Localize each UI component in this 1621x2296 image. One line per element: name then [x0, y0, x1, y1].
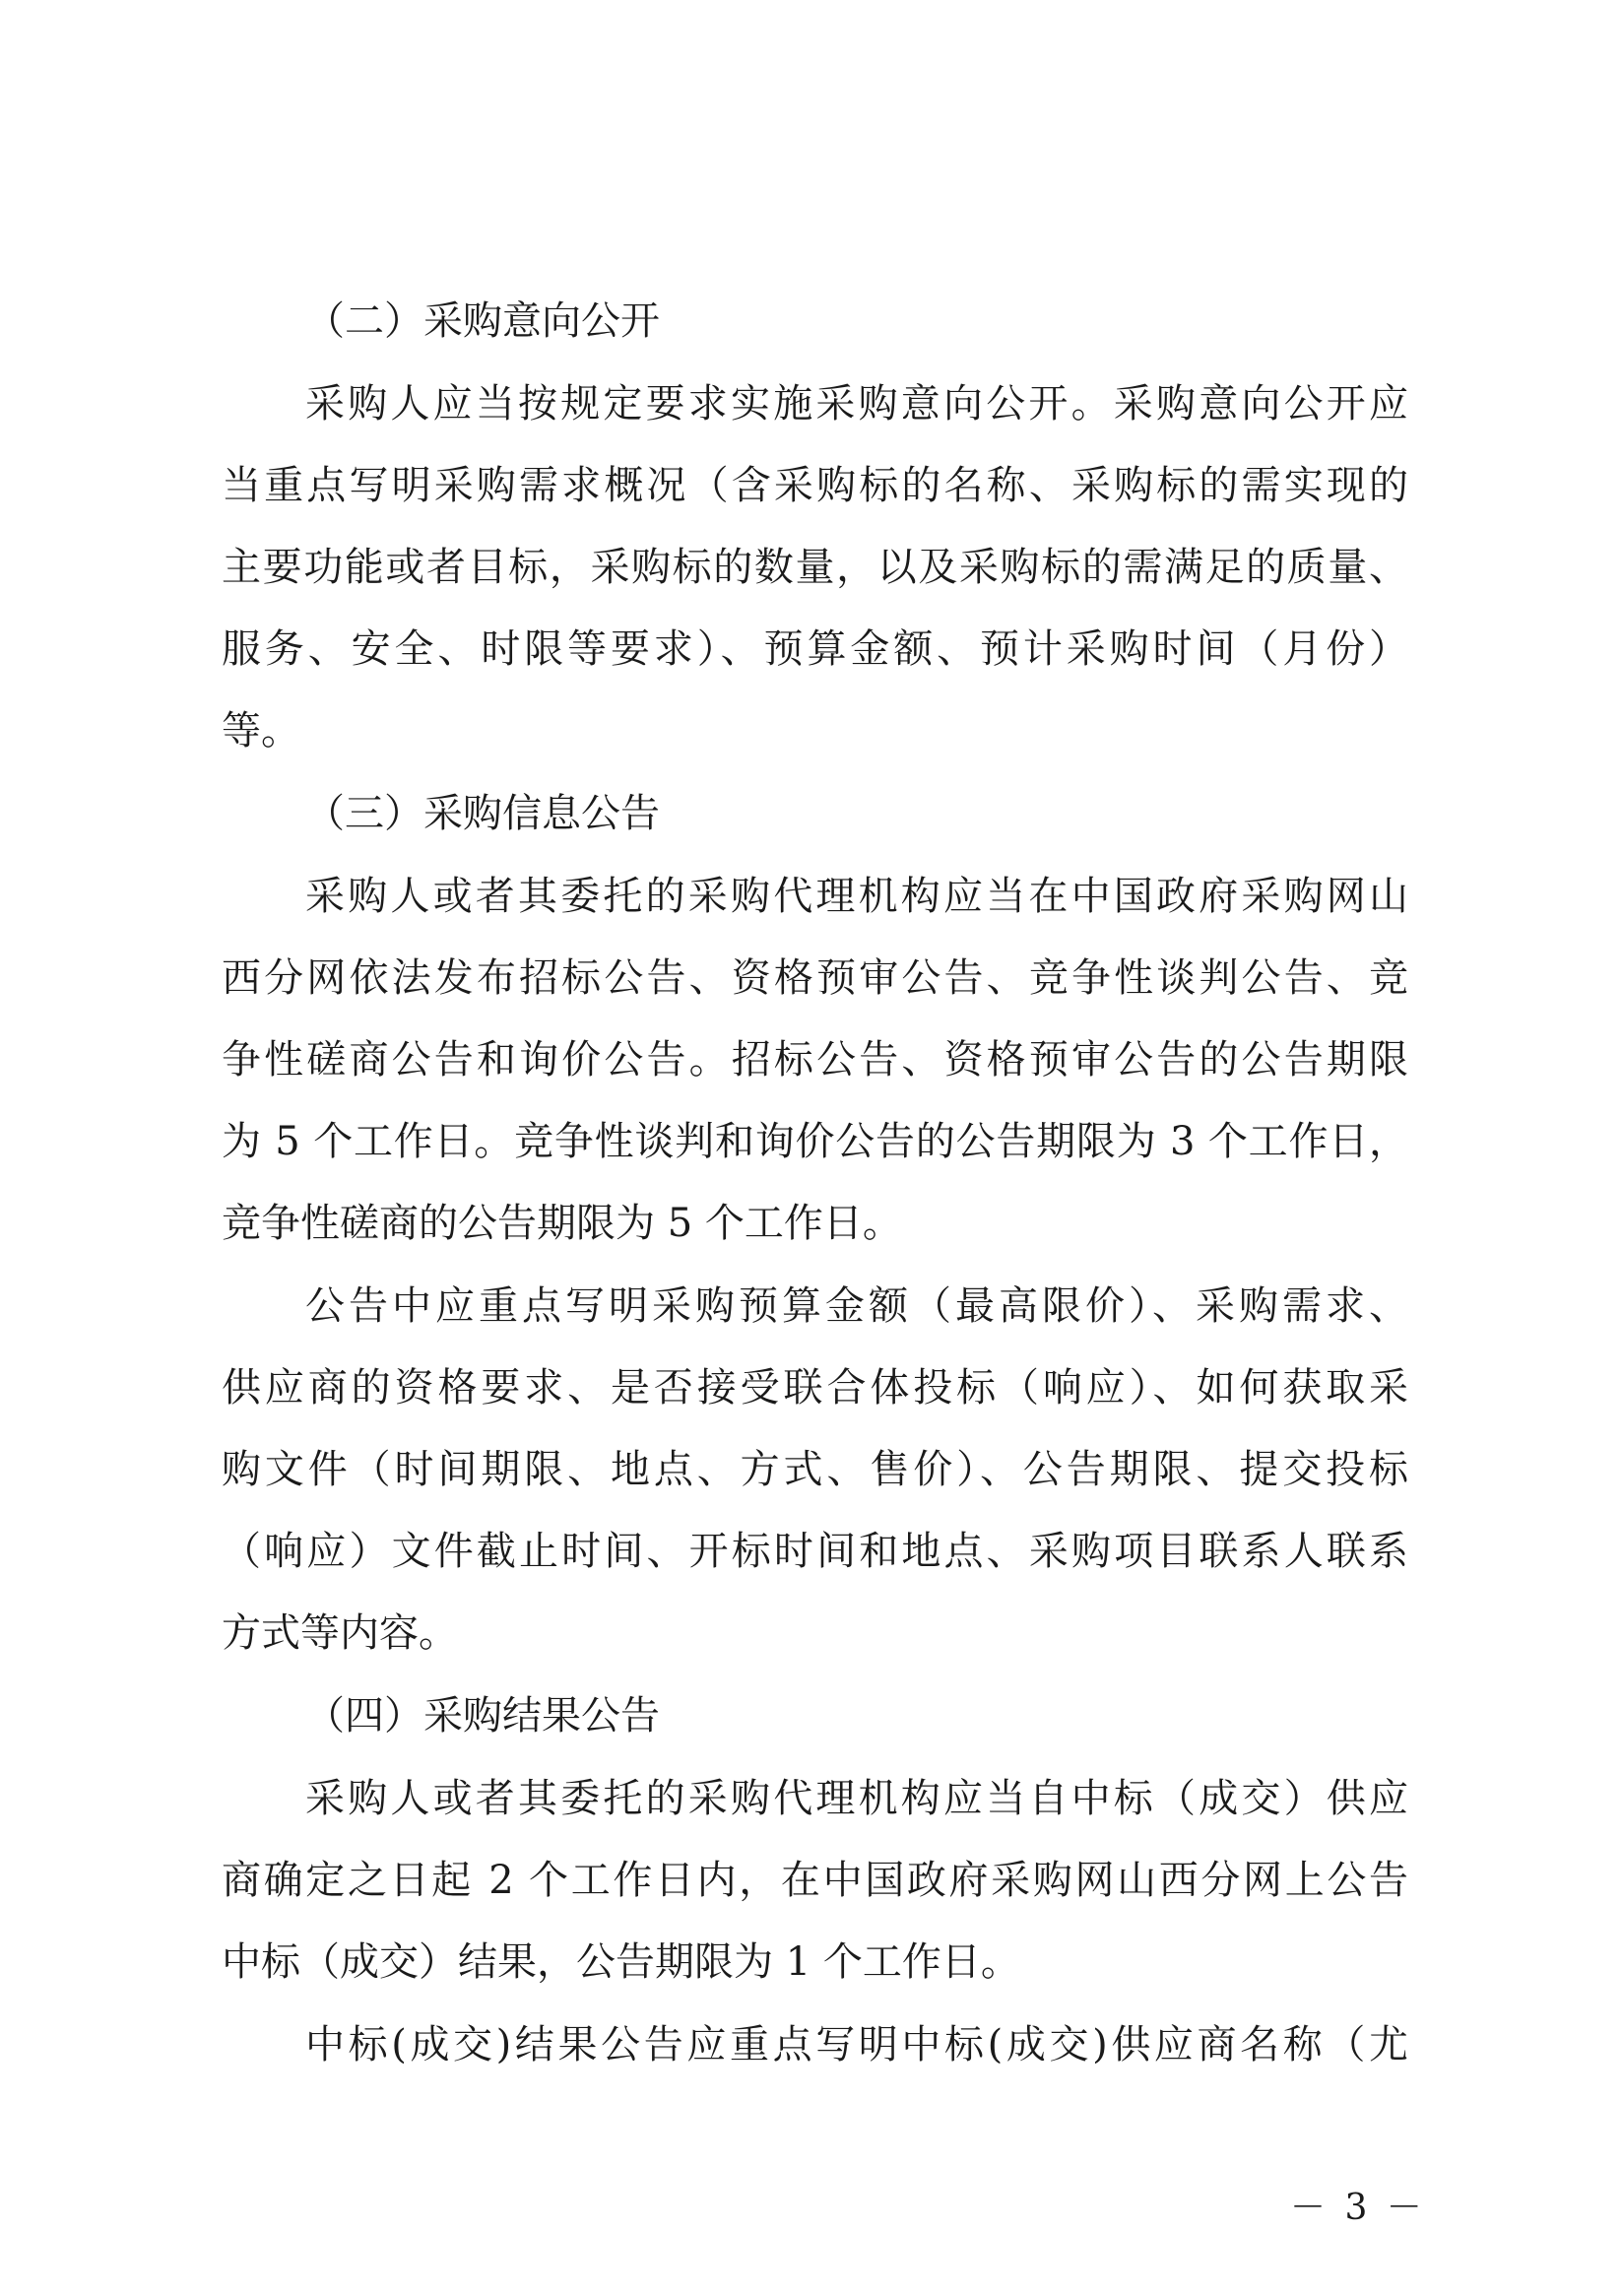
paragraph-line: 采购人或者其委托的采购代理机构应当在中国政府采购网山: [305, 874, 1408, 919]
paragraph-line: 购文件（时间期限、地点、方式、售价）、公告期限、提交投标: [222, 1447, 1408, 1492]
paragraph-line: 供应商的资格要求、是否接受联合体投标（响应）、如何获取采: [222, 1365, 1408, 1410]
paragraph-line: 采购人应当按规定要求实施采购意向公开。采购意向公开应: [305, 381, 1408, 426]
paragraph-line: 公告中应重点写明采购预算金额（最高限价）、采购需求、: [305, 1283, 1408, 1329]
paragraph-line: 等。: [222, 708, 300, 754]
paragraph-line: 服务、安全、时限等要求）、预算金额、预计采购时间（月份）: [222, 626, 1408, 672]
paragraph-line: 为 5 个工作日。竞争性谈判和询价公告的公告期限为 3 个工作日，: [222, 1119, 1408, 1164]
paragraph-line: 商确定之日起 2 个工作日内，在中国政府采购网山西分网上公告: [222, 1858, 1408, 1903]
section-heading-3: （三）采购信息公告: [305, 791, 660, 836]
section-heading-2: （二）采购意向公开: [305, 298, 660, 344]
paragraph-line: 争性磋商公告和询价公告。招标公告、资格预审公告的公告期限: [222, 1037, 1408, 1082]
section-heading-4: （四）采购结果公告: [305, 1693, 660, 1738]
paragraph-line: 方式等内容。: [222, 1610, 458, 1656]
paragraph-line: 当重点写明采购需求概况（含采购标的名称、采购标的需实现的: [222, 463, 1408, 508]
paragraph-line: 中标(成交)结果公告应重点写明中标(成交)供应商名称（尤: [305, 2022, 1408, 2067]
paragraph-line: 主要功能或者目标，采购标的数量，以及采购标的需满足的质量、: [222, 545, 1408, 590]
page-number: － 3 －: [1290, 2188, 1426, 2228]
paragraph-line: 中标（成交）结果，公告期限为 1 个工作日。: [222, 1939, 1020, 1985]
paragraph-line: （响应）文件截止时间、开标时间和地点、采购项目联系人联系: [222, 1529, 1408, 1574]
paragraph-line: 西分网依法发布招标公告、资格预审公告、竞争性谈判公告、竞: [222, 955, 1408, 1001]
paragraph-line: 采购人或者其委托的采购代理机构应当自中标（成交）供应: [305, 1776, 1408, 1821]
paragraph-line: 竞争性磋商的公告期限为 5 个工作日。: [222, 1201, 902, 1246]
